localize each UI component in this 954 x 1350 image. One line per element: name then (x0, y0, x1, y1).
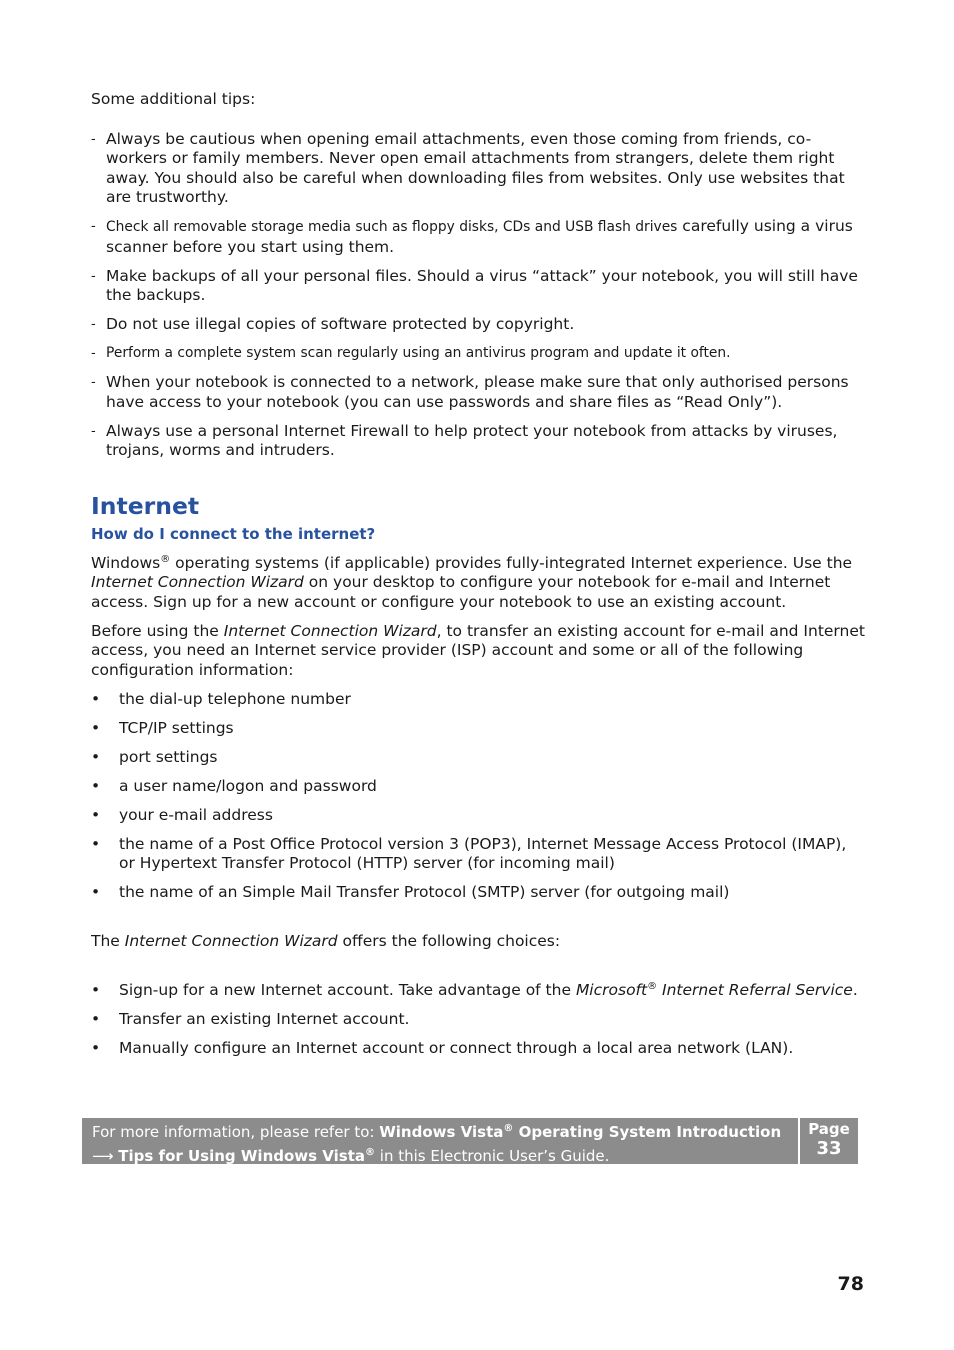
paragraph-wizard-choices: The Internet Connection Wizard offers the following choices: (91, 932, 561, 950)
reference-box (82, 1118, 858, 1164)
paragraph-windows: Windows® operating systems (if applicable) provides fully-integrated Internet experience. Use the Internet Connection Wizard on your desktop to configure your notebook for e-mail and Internet access. Sign up for a new account or configure your notebook to use an existing account. (91, 553, 853, 611)
list-item: • TCP/IP settings (91, 719, 866, 739)
tips-list (91, 130, 866, 461)
subsection-heading: How do I connect to the internet? (91, 524, 376, 543)
tip-item: - Perform a complete system scan regularly using an antivirus program and update it often. (91, 344, 866, 364)
paragraph-before-using: Before using the Internet Connection Wizard, to transfer an existing account for e-mail and Internet access, you need an Internet service provider (ISP) account and some or all of the following configuration information: (91, 621, 865, 679)
spacer (91, 961, 866, 981)
list-item: • your e-mail address (91, 806, 866, 826)
page-number: 78 (837, 1273, 864, 1295)
list-item: • the dial-up telephone number (91, 690, 866, 710)
list-item: • the name of an Simple Mail Transfer Protocol (SMTP) server (for outgoing mail) (91, 883, 866, 903)
section-heading: Internet (91, 491, 200, 520)
reference-page (798, 1118, 858, 1164)
tip-item: - Always be cautious when opening email attachments, even those coming from friends, co-workers or family members. Never open email attachments from strangers, delete them right away. You should also be careful when downloading files from websites. Only use websites that are trustworthy. (91, 130, 866, 208)
reference-page-label: Page (808, 1120, 850, 1138)
list-item: • port settings (91, 748, 866, 768)
reference-page-number: 33 (816, 1138, 842, 1159)
tip-item: - Check all removable storage media such as floppy disks, CDs and USB flash drives carefully using a virus scanner before you start using them. (91, 217, 866, 257)
document-body (91, 90, 866, 1068)
tip-item: - Always use a personal Internet Firewall to help protect your notebook from attacks by viruses, trojans, worms and intruders. (91, 422, 866, 461)
list-item: • the name of a Post Office Protocol version 3 (POP3), Internet Message Access Protocol (IMAP), or Hypertext Transfer Protocol (HTTP) server (for incoming mail) (91, 835, 866, 874)
tip-item: - When your notebook is connected to a network, please make sure that only authorised persons have access to your notebook (you can use passwords and share files as “Read Only”). (91, 373, 866, 412)
spacer (91, 912, 866, 932)
list-item: • Transfer an existing Internet account. (91, 1010, 866, 1030)
tip-item: - Make backups of all your personal files. Should a virus “attack” your notebook, you will still have the backups. (91, 267, 866, 306)
list-item: • Manually configure an Internet account or connect through a local area network (LAN). (91, 1039, 866, 1059)
list-item: • a user name/logon and password (91, 777, 866, 797)
list-item: • Sign-up for a new Internet account. Take advantage of the Microsoft® Internet Referral Service. (91, 981, 866, 1001)
config-list (91, 690, 866, 903)
reference-text: For more information, please refer to: Windows Vista® Operating System Introduction ⟶ Tips for Using Windows Vista® in this Electronic User’s Guide. (92, 1123, 782, 1165)
tip-item: - Do not use illegal copies of software protected by copyright. (91, 315, 866, 335)
intro-text: Some additional tips: (91, 90, 256, 108)
choices-list (91, 981, 866, 1059)
